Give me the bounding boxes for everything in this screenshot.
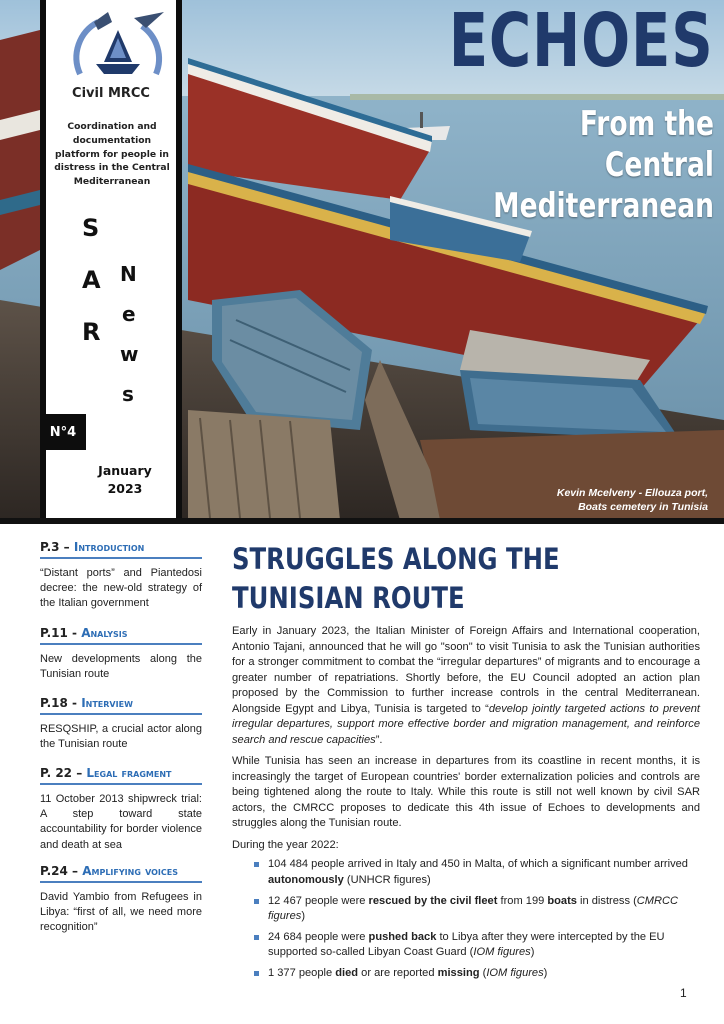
news-letter-n: N (120, 262, 137, 286)
list-item (254, 966, 700, 982)
bullet-text: ) (530, 946, 535, 959)
bullet-emphasis: rescued by the civil fleet (368, 894, 498, 907)
bullet-source: IOM figures (486, 966, 544, 979)
bullet-icon (254, 935, 259, 940)
article-paragraph-1 (232, 624, 700, 748)
hero-bottom-border (0, 518, 724, 524)
toc-page: P. 22 – (40, 766, 87, 780)
news-letter-e: e (122, 302, 136, 326)
council-quote: develop jointly targeted actions to prevent irregular departures, support more effective border and migration management, and reinforce search and rescue capacities (232, 702, 700, 746)
toc-item-amplifying-voices[interactable] (40, 864, 202, 936)
photo-credit (557, 486, 708, 514)
toc-section: Analysis (81, 626, 128, 640)
toc-page: P.3 – (40, 540, 74, 554)
bullet-emphasis: autonomously (268, 873, 344, 886)
issue-month: January (98, 463, 152, 478)
bullet-text: 1 377 people (268, 966, 336, 979)
figures-list (232, 857, 700, 981)
bullet-emphasis: died (335, 966, 359, 979)
toc-section: Legal fragment (86, 766, 172, 780)
brand-tagline: Coordination and documentation platform for people in distress in the Central Mediterranean (54, 121, 170, 188)
list-item (254, 857, 700, 888)
toc-summary: RESQSHIP, a crucial actor along the Tunisian route (40, 723, 202, 751)
toc-heading (40, 626, 202, 645)
toc-summary: David Yambio from Refugees in Libya: “first of all, we need more recognition” (40, 891, 202, 934)
toc-page: P.18 - (40, 696, 82, 710)
toc-page: P.24 – (40, 864, 83, 878)
sar-letter-a: A (82, 266, 101, 294)
bullet-text: to Libya after they were intercepted by the EU supported so-called Libyan Coast Guard ( (268, 930, 665, 959)
toc-heading (40, 540, 202, 559)
bullet-text: ( (479, 966, 487, 979)
bullet-icon (254, 899, 259, 904)
bullet-icon (254, 862, 259, 867)
toc-heading (40, 864, 202, 883)
sar-letter-s: S (82, 214, 100, 242)
news-letter-w: w (120, 342, 139, 366)
toc-heading (40, 696, 202, 715)
issue-date (90, 462, 160, 498)
toc-summary: New developments along the Tunisian route (40, 653, 202, 681)
toc-heading (40, 766, 202, 785)
toc-summary: “Distant ports” and Piantedosi decree: the new-old strategy of the Italian government (40, 567, 202, 610)
sar-letter-r: R (82, 318, 101, 346)
toc-page: P.11 - (40, 626, 82, 640)
bullet-emphasis: missing (437, 966, 480, 979)
toc-item-interview[interactable] (40, 696, 202, 752)
magazine-title: ECHOES (449, 0, 714, 84)
toc-item-legal-fragment[interactable] (40, 766, 202, 853)
bullet-text: 104 484 people arrived in Italy and 450 in Malta, of which a significant number arrived (268, 858, 688, 871)
news-letter-s: s (122, 382, 134, 406)
bullet-emphasis: boats (547, 894, 577, 907)
list-item (254, 894, 700, 925)
issue-number: N°4 (40, 414, 86, 450)
article-headline: STRUGGLES ALONG THE TUNISIAN ROUTE (232, 542, 560, 615)
masthead-panel (40, 0, 182, 518)
bullet-text: ) (543, 966, 548, 979)
bullet-emphasis: pushed back (368, 930, 437, 943)
bullet-text: 24 684 people were (268, 930, 369, 943)
bullet-text: (UNHCR figures) (343, 873, 431, 886)
toc-section: Interview (81, 696, 133, 710)
toc-section: Introduction (73, 540, 145, 554)
bullet-text: 12 467 people were (268, 894, 369, 907)
toc-item-introduction[interactable] (40, 540, 202, 612)
paragraph-text: Early in January 2023, the Italian Minister of Foreign Affairs and International cooperation, Antonio Tajani, announced that he will go "soon" to visit Tunisia to ask the Tunisian authorities for a stronger commitment to combat the “irregular departures” of migrants and to encourage a greater number of repatriations. Shortly before, the EU Council adopted an action plan proposed by the Commission to further increase controls in the central Mediterranean. Alongside Egypt and Libya, Tunisia is targeted to “ (232, 625, 700, 715)
list-item (254, 930, 700, 961)
civil-mrcc-logo (68, 8, 168, 88)
article-paragraph-2: While Tunisia has seen an increase in departures from its coastline in recent months, it is increasingly the target of European countries' border externalization policies and controls are being tightened along the route to Italy. While this route is still not well known by civil SAR actors, the CMRCC proposes to dedicate this 4th issue of Echoes to developments and struggles along the Tunisian route. (232, 755, 700, 830)
toc-summary: 11 October 2013 shipwreck trial: A step toward state accountability for border violence and death at sea (40, 793, 202, 851)
bullet-text: in distress ( (576, 894, 637, 907)
issue-year: 2023 (107, 481, 143, 497)
subtitle-line-1: From the Central (579, 104, 714, 185)
photo-credit-line-2: Boats cemetery in Tunisia (578, 501, 708, 514)
toc-section: Amplifying voices (82, 864, 179, 878)
bullet-icon (254, 971, 259, 976)
magazine-subtitle (480, 104, 714, 226)
paragraph-text: ”. (375, 733, 383, 746)
bullet-source: CMRCC figures (268, 894, 679, 923)
subtitle-line-2: Mediterranean (493, 185, 714, 226)
brand-name: Civil MRCC (72, 86, 150, 101)
toc-item-analysis[interactable] (40, 626, 202, 682)
photo-credit-line-1: Kevin Mcelveny - Ellouza port, (556, 487, 708, 499)
article-paragraph-3: During the year 2022: (232, 838, 339, 851)
page-number: 1 (680, 986, 687, 1000)
bullet-source: IOM figures (473, 946, 531, 959)
bullet-text: from 199 (497, 894, 548, 907)
bullet-text: or are reported (358, 966, 438, 979)
article-body (232, 624, 700, 986)
bullet-text: ) (301, 910, 306, 923)
